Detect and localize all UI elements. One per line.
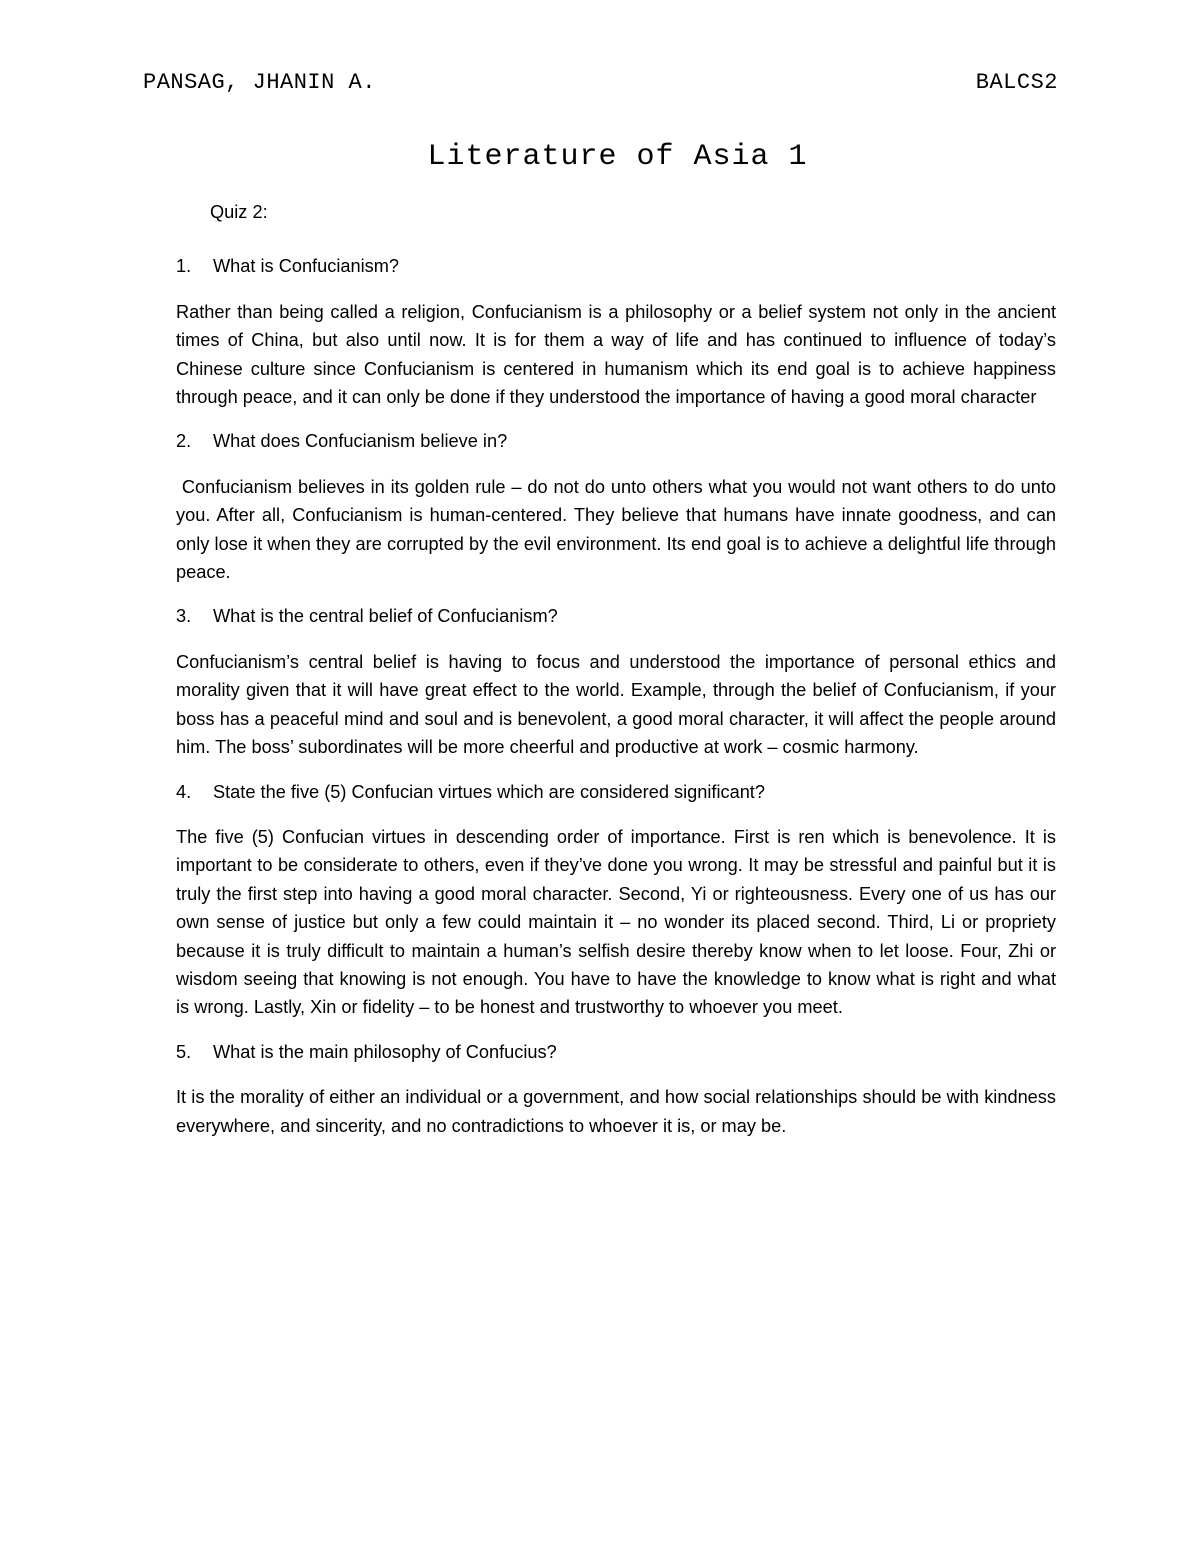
question-4 — [176, 778, 1056, 806]
question-number: 2. — [176, 431, 192, 452]
question-1 — [176, 252, 1056, 280]
answer-5: It is the morality of either an individual or a government, and how social relationships should be with kindness everywhere, and sincerity, and no contradictions to whoever it is, or may be. — [176, 1087, 1056, 1136]
answer-1: Rather than being called a religion, Confucianism is a philosophy or a belief system not only in the ancient times of China, but also until now. It is for them a way of life and has continued to influence of today’s Chinese culture since Confucianism is centered in humanism which its end goal is to achieve happiness through peace, and it can only be done if they understood the importance of having a good moral character — [176, 301, 1056, 408]
question-number: 4. — [176, 781, 192, 802]
question-5 — [176, 1038, 1056, 1066]
course-code: BALCS2 — [975, 70, 1058, 95]
question-number: 3. — [176, 606, 192, 627]
question-text: State the five (5) Confucian virtues which are considered significant? — [213, 781, 765, 802]
answer-4: The five (5) Confucian virtues in descending order of importance. First is ren which is benevolence. It is important to be considerate to others, even if they’ve done you wrong. It may be stressful and painful but it is truly the first step into having a good moral character. Second, Yi or righteousness. Every one of us has our own sense of justice but only a few could maintain it – no wonder its placed second. Third, Li or propriety because it is truly difficult to maintain a human’s selfish desire thereby know when to let loose. Four, Zhi or wisdom seeing that knowing is not enough. You have to have the knowledge to know what is right and what is wrong. Lastly, Xin or fidelity – to be honest and trustworthy to whoever you meet. — [176, 826, 1056, 1018]
question-text: What is the main philosophy of Confucius? — [213, 1041, 557, 1062]
question-text: What is Confucianism? — [213, 256, 399, 277]
document-title: Literature of Asia 1 — [427, 140, 808, 174]
quiz-label: Quiz 2: — [210, 202, 268, 222]
document-body — [176, 198, 1062, 1156]
answer-2: Confucianism believes in its golden rule – do not do unto others what you would not want others to do unto you. After all, Confucianism is human-centered. They believe that humans have innate goodness, and can only lose it when they are corrupted by the evil environment. Its end goal is to achieve a delightful life through peace. — [176, 476, 1062, 583]
question-text: What does Confucianism believe in? — [213, 431, 508, 452]
student-name: PANSAG, JHANIN A. — [143, 70, 376, 95]
question-2 — [176, 427, 1056, 455]
question-number: 1. — [176, 256, 192, 277]
question-text: What is the central belief of Confucianism? — [213, 606, 558, 627]
question-3 — [176, 602, 1056, 630]
page-header — [143, 70, 1058, 100]
question-number: 5. — [176, 1041, 192, 1062]
answer-3: Confucianism’s central belief is having to focus and understood the importance of personal ethics and morality given that it will have great effect to the world. Example, through the belief of Confucianism, if your boss has a peaceful mind and soul and is benevolent, a good moral character, it will affect the people around him. The boss’ subordinates will be more cheerful and productive at work – cosmic harmony. — [176, 651, 1056, 758]
